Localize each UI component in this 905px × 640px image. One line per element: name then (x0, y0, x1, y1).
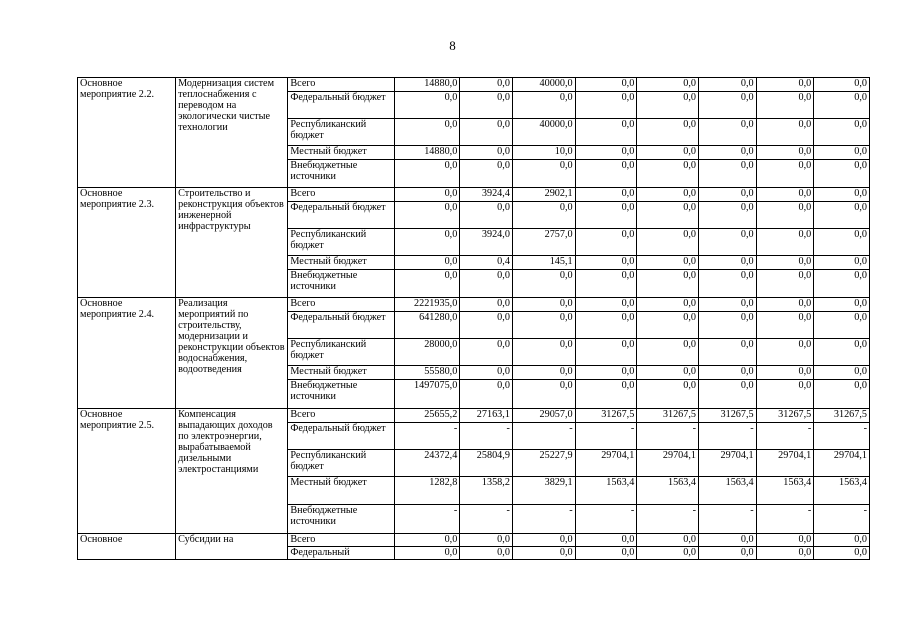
action-cell: Основное мероприятие 2.5. (78, 409, 176, 534)
value-cell: 31267,5 (637, 409, 699, 423)
value-cell: 40000,0 (512, 119, 575, 146)
value-cell: 0,0 (814, 229, 870, 256)
funding-source-cell: Всего (288, 298, 394, 312)
value-cell: 0,0 (814, 119, 870, 146)
value-cell: 0,0 (637, 188, 699, 202)
value-cell: 145,1 (512, 256, 575, 270)
budget-table (77, 77, 870, 560)
value-cell: 0,0 (814, 339, 870, 366)
value-cell: 0,0 (512, 298, 575, 312)
value-cell: 0,0 (698, 312, 756, 339)
value-cell: 0,0 (814, 146, 870, 160)
value-cell: 0,0 (394, 160, 460, 188)
value-cell: 31267,5 (698, 409, 756, 423)
value-cell: 0,0 (698, 188, 756, 202)
value-cell: 0,0 (814, 78, 870, 92)
value-cell: 0,0 (756, 202, 814, 229)
description-cell: Модернизация систем теплоснабжения с переводом на экологически чистые технологии (176, 78, 288, 188)
value-cell: - (637, 505, 699, 534)
value-cell: 0,0 (460, 298, 513, 312)
value-cell: 0,0 (637, 298, 699, 312)
value-cell: 0,0 (394, 534, 460, 547)
value-cell: 0,0 (575, 256, 637, 270)
value-cell: 1563,4 (814, 477, 870, 505)
value-cell: 0,0 (460, 78, 513, 92)
value-cell: - (698, 505, 756, 534)
value-cell: 0,0 (814, 547, 870, 560)
value-cell: 0,0 (637, 380, 699, 409)
table-row (78, 534, 870, 547)
funding-source-cell: Внебюджетные источники (288, 380, 394, 409)
value-cell: 0,0 (512, 339, 575, 366)
value-cell: 0,0 (814, 366, 870, 380)
value-cell: 14880,0 (394, 146, 460, 160)
value-cell: 2757,0 (512, 229, 575, 256)
value-cell: - (394, 505, 460, 534)
value-cell: 0,0 (698, 339, 756, 366)
value-cell: 0,0 (575, 547, 637, 560)
value-cell: 0,0 (814, 202, 870, 229)
value-cell: 28000,0 (394, 339, 460, 366)
value-cell: 0,0 (756, 534, 814, 547)
value-cell: 0,0 (637, 92, 699, 119)
value-cell: 0,0 (460, 312, 513, 339)
funding-source-cell: Федеральный бюджет (288, 423, 394, 450)
value-cell: 1563,4 (756, 477, 814, 505)
value-cell: 0,0 (575, 366, 637, 380)
value-cell: 0,0 (814, 188, 870, 202)
value-cell: 0,0 (698, 146, 756, 160)
value-cell: 0,0 (394, 92, 460, 119)
value-cell: 29704,1 (637, 450, 699, 477)
value-cell: 29704,1 (756, 450, 814, 477)
value-cell: 0,0 (460, 146, 513, 160)
value-cell: 0,0 (814, 534, 870, 547)
value-cell: - (637, 423, 699, 450)
value-cell: 0,0 (512, 534, 575, 547)
value-cell: 10,0 (512, 146, 575, 160)
value-cell: 1497075,0 (394, 380, 460, 409)
value-cell: 0,0 (698, 534, 756, 547)
value-cell: 29057,0 (512, 409, 575, 423)
value-cell: - (698, 423, 756, 450)
value-cell: - (575, 505, 637, 534)
value-cell: 0,0 (756, 160, 814, 188)
value-cell: 0,0 (512, 380, 575, 409)
value-cell: - (394, 423, 460, 450)
action-cell: Основное (78, 534, 176, 560)
value-cell: 0,0 (756, 119, 814, 146)
value-cell: 0,0 (637, 146, 699, 160)
value-cell: 0,0 (637, 366, 699, 380)
value-cell: 0,0 (460, 160, 513, 188)
value-cell: 0,0 (814, 160, 870, 188)
description-cell: Субсидии на (176, 534, 288, 560)
value-cell: 55580,0 (394, 366, 460, 380)
value-cell: 25655,2 (394, 409, 460, 423)
value-cell: 0,0 (637, 256, 699, 270)
funding-source-cell: Республиканский бюджет (288, 339, 394, 366)
table-row (78, 78, 870, 92)
value-cell: 0,0 (575, 160, 637, 188)
value-cell: 2221935,0 (394, 298, 460, 312)
value-cell: 0,0 (698, 380, 756, 409)
value-cell: - (460, 505, 513, 534)
value-cell: 0,0 (814, 92, 870, 119)
value-cell: 0,0 (575, 270, 637, 298)
value-cell: 3924,0 (460, 229, 513, 256)
value-cell: 0,0 (637, 312, 699, 339)
funding-source-cell: Республиканский бюджет (288, 119, 394, 146)
value-cell: - (512, 505, 575, 534)
value-cell: 0,0 (512, 92, 575, 119)
value-cell: 0,0 (460, 547, 513, 560)
value-cell: 0,0 (637, 229, 699, 256)
value-cell: 0,0 (698, 270, 756, 298)
value-cell: 0,0 (575, 534, 637, 547)
value-cell: 40000,0 (512, 78, 575, 92)
value-cell: 0,0 (756, 229, 814, 256)
value-cell: 0,0 (637, 339, 699, 366)
value-cell: 0,0 (814, 270, 870, 298)
value-cell: 0,0 (756, 270, 814, 298)
value-cell: 0,0 (698, 298, 756, 312)
value-cell: 0,0 (698, 366, 756, 380)
value-cell: 0,0 (460, 534, 513, 547)
value-cell: 0,0 (756, 312, 814, 339)
value-cell: 0,0 (814, 298, 870, 312)
description-cell: Реализация мероприятий по строительству, модернизации и реконструкции объектов водоснабжения, водоотведения (176, 298, 288, 409)
value-cell: - (756, 505, 814, 534)
value-cell: 0,0 (512, 160, 575, 188)
value-cell: 0,4 (460, 256, 513, 270)
value-cell: 0,0 (575, 119, 637, 146)
funding-source-cell: Федеральный бюджет (288, 92, 394, 119)
value-cell: 29704,1 (698, 450, 756, 477)
value-cell: 3829,1 (512, 477, 575, 505)
value-cell: 0,0 (575, 188, 637, 202)
value-cell: 0,0 (512, 312, 575, 339)
value-cell: 1282,8 (394, 477, 460, 505)
funding-source-cell: Всего (288, 409, 394, 423)
value-cell: 0,0 (394, 547, 460, 560)
value-cell: 29704,1 (575, 450, 637, 477)
funding-source-cell: Федеральный (288, 547, 394, 560)
funding-source-cell: Внебюджетные источники (288, 160, 394, 188)
value-cell: 0,0 (512, 547, 575, 560)
value-cell: 0,0 (756, 188, 814, 202)
value-cell: 0,0 (756, 339, 814, 366)
value-cell: 0,0 (698, 256, 756, 270)
value-cell: 0,0 (394, 256, 460, 270)
value-cell: 0,0 (637, 547, 699, 560)
value-cell: - (756, 423, 814, 450)
funding-source-cell: Местный бюджет (288, 366, 394, 380)
value-cell: 0,0 (637, 534, 699, 547)
value-cell: 0,0 (756, 547, 814, 560)
funding-source-cell: Внебюджетные источники (288, 505, 394, 534)
action-cell: Основное мероприятие 2.4. (78, 298, 176, 409)
funding-source-cell: Федеральный бюджет (288, 202, 394, 229)
value-cell: 0,0 (512, 202, 575, 229)
value-cell: 0,0 (698, 547, 756, 560)
value-cell: 0,0 (575, 339, 637, 366)
value-cell: 0,0 (394, 270, 460, 298)
value-cell: 0,0 (814, 380, 870, 409)
value-cell: 0,0 (394, 202, 460, 229)
value-cell: 0,0 (575, 312, 637, 339)
value-cell: 0,0 (575, 146, 637, 160)
funding-source-cell: Всего (288, 188, 394, 202)
funding-source-cell: Республиканский бюджет (288, 450, 394, 477)
value-cell: 0,0 (756, 78, 814, 92)
value-cell: 0,0 (512, 270, 575, 298)
value-cell: 31267,5 (814, 409, 870, 423)
value-cell: 0,0 (756, 298, 814, 312)
value-cell: 29704,1 (814, 450, 870, 477)
value-cell: 2902,1 (512, 188, 575, 202)
value-cell: 0,0 (575, 202, 637, 229)
value-cell: 31267,5 (756, 409, 814, 423)
funding-source-cell: Республиканский бюджет (288, 229, 394, 256)
value-cell: 0,0 (756, 146, 814, 160)
funding-source-cell: Федеральный бюджет (288, 312, 394, 339)
value-cell: 1563,4 (698, 477, 756, 505)
value-cell: 0,0 (756, 92, 814, 119)
value-cell: 0,0 (460, 270, 513, 298)
value-cell: 1563,4 (575, 477, 637, 505)
value-cell: 1358,2 (460, 477, 513, 505)
value-cell: - (512, 423, 575, 450)
value-cell: 0,0 (814, 312, 870, 339)
value-cell: 0,0 (637, 202, 699, 229)
funding-source-cell: Местный бюджет (288, 477, 394, 505)
value-cell: 0,0 (756, 380, 814, 409)
value-cell: 0,0 (460, 339, 513, 366)
value-cell: 25804,9 (460, 450, 513, 477)
value-cell: 0,0 (814, 256, 870, 270)
value-cell: 31267,5 (575, 409, 637, 423)
value-cell: 0,0 (460, 119, 513, 146)
value-cell: 24372,4 (394, 450, 460, 477)
value-cell: 0,0 (460, 380, 513, 409)
value-cell: 0,0 (637, 160, 699, 188)
value-cell: 0,0 (698, 78, 756, 92)
action-cell: Основное мероприятие 2.3. (78, 188, 176, 298)
value-cell: 3924,4 (460, 188, 513, 202)
value-cell: 0,0 (756, 256, 814, 270)
value-cell: 0,0 (460, 366, 513, 380)
value-cell: 0,0 (637, 119, 699, 146)
value-cell: 0,0 (698, 202, 756, 229)
funding-source-cell: Местный бюджет (288, 256, 394, 270)
description-cell: Компенсация выпадающих доходов по электроэнергии, вырабатываемой дизельными электростанциями (176, 409, 288, 534)
value-cell: 0,0 (575, 92, 637, 119)
value-cell: 0,0 (698, 229, 756, 256)
value-cell: 641280,0 (394, 312, 460, 339)
value-cell: 1563,4 (637, 477, 699, 505)
value-cell: - (814, 505, 870, 534)
value-cell: 0,0 (756, 366, 814, 380)
value-cell: 0,0 (460, 202, 513, 229)
value-cell: 0,0 (698, 119, 756, 146)
action-cell: Основное мероприятие 2.2. (78, 78, 176, 188)
value-cell: - (575, 423, 637, 450)
value-cell: - (460, 423, 513, 450)
table-row (78, 409, 870, 423)
funding-source-cell: Внебюджетные источники (288, 270, 394, 298)
value-cell: 0,0 (394, 188, 460, 202)
description-cell: Строительство и реконструкция объектов инженерной инфраструктуры (176, 188, 288, 298)
funding-source-cell: Местный бюджет (288, 146, 394, 160)
value-cell: 0,0 (575, 229, 637, 256)
value-cell: 14880,0 (394, 78, 460, 92)
value-cell: 0,0 (394, 119, 460, 146)
value-cell: 27163,1 (460, 409, 513, 423)
value-cell: 0,0 (637, 270, 699, 298)
funding-source-cell: Всего (288, 534, 394, 547)
value-cell: 0,0 (575, 78, 637, 92)
value-cell: 0,0 (698, 160, 756, 188)
funding-source-cell: Всего (288, 78, 394, 92)
value-cell: 0,0 (460, 92, 513, 119)
value-cell: 0,0 (637, 78, 699, 92)
page-number: 8 (449, 38, 456, 53)
value-cell: 0,0 (575, 298, 637, 312)
table-row (78, 298, 870, 312)
value-cell: - (814, 423, 870, 450)
value-cell: 0,0 (394, 229, 460, 256)
value-cell: 25227,9 (512, 450, 575, 477)
value-cell: 0,0 (575, 380, 637, 409)
value-cell: 0,0 (698, 92, 756, 119)
value-cell: 0,0 (512, 366, 575, 380)
table-row (78, 188, 870, 202)
